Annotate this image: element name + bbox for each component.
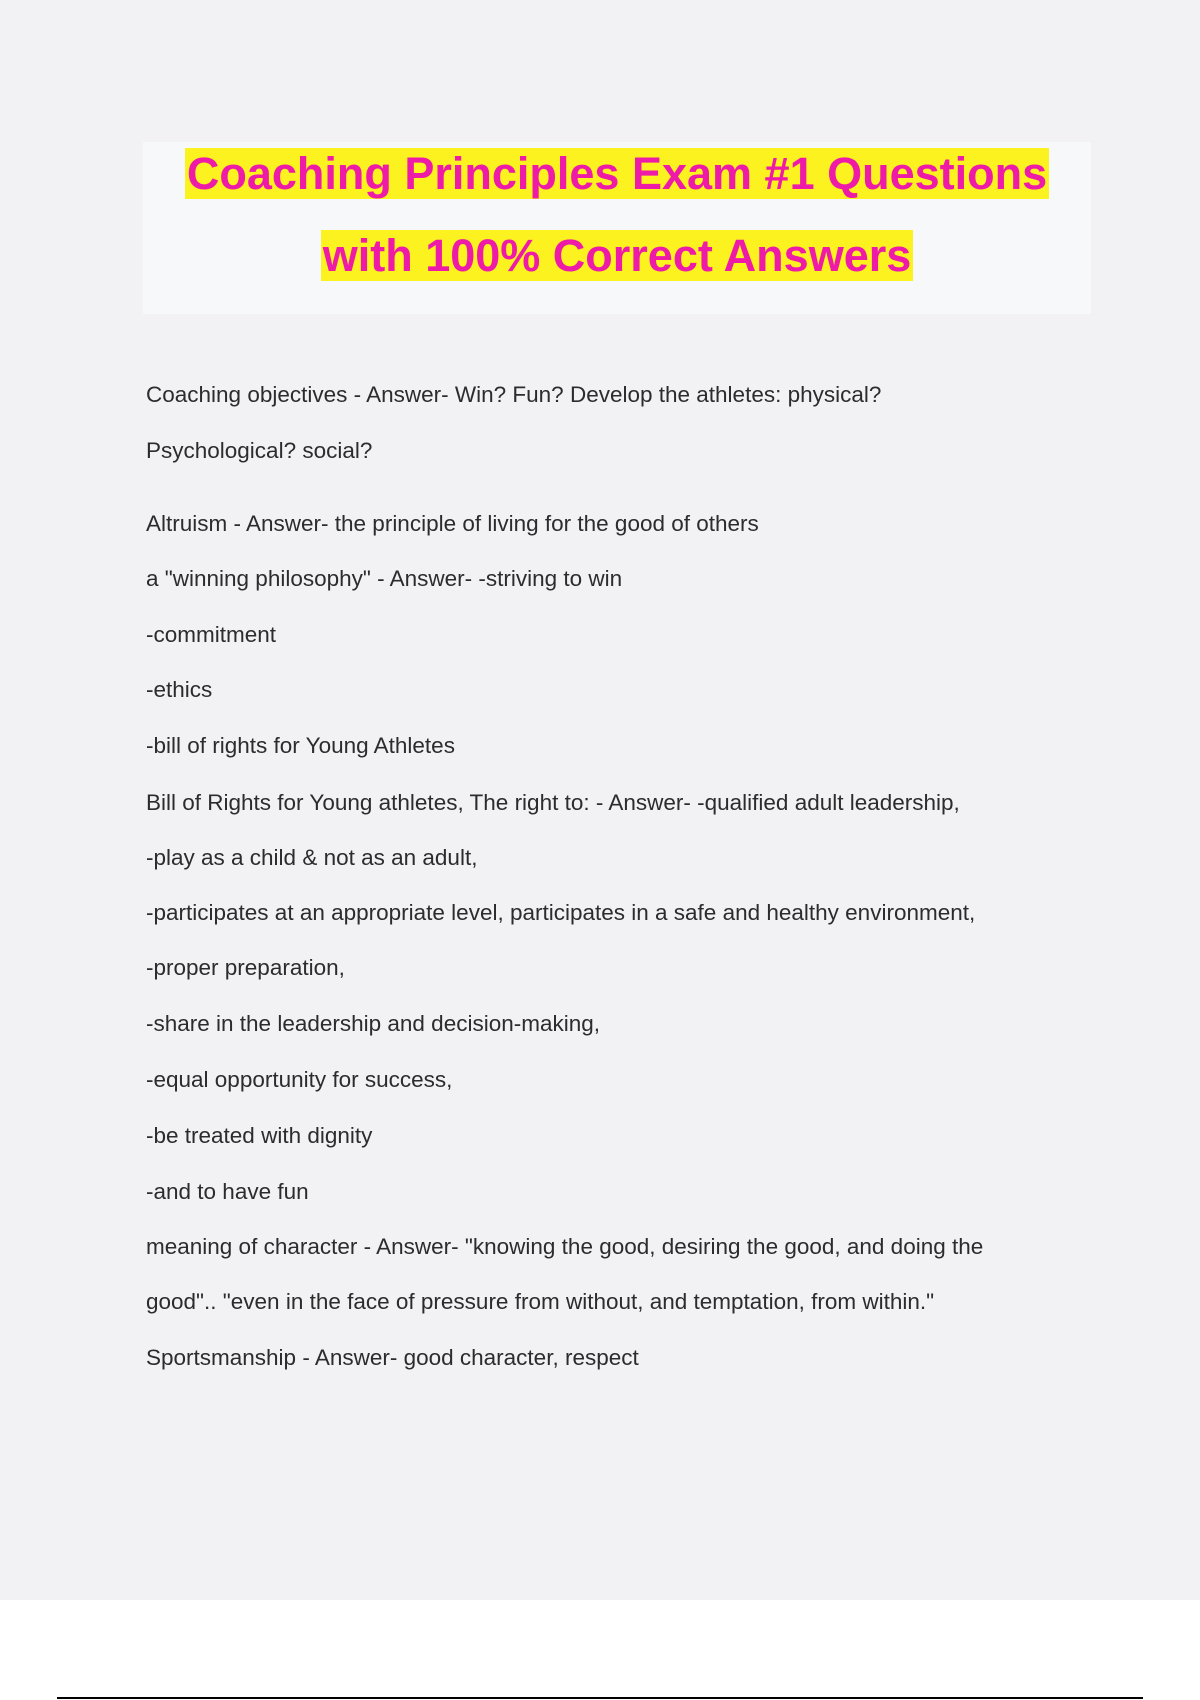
body-line: -equal opportunity for success, bbox=[146, 1067, 453, 1092]
title-line-2-text: with 100% Correct Answers bbox=[322, 230, 912, 281]
title-line-2 bbox=[143, 230, 1091, 282]
body-line: meaning of character - Answer- "knowing the good, desiring the good, and doing the bbox=[146, 1234, 984, 1259]
body-line: -proper preparation, bbox=[146, 955, 345, 980]
body-line: -commitment bbox=[146, 622, 277, 647]
body-line: -bill of rights for Young Athletes bbox=[146, 733, 455, 758]
body-line: -play as a child & not as an adult, bbox=[146, 845, 478, 870]
title-line-1 bbox=[143, 148, 1091, 200]
body-line: good".. "even in the face of pressure from without, and temptation, from within." bbox=[146, 1289, 935, 1314]
body-line: Psychological? social? bbox=[146, 438, 373, 463]
title-block bbox=[143, 142, 1091, 314]
body-line: Sportsmanship - Answer- good character, respect bbox=[146, 1345, 639, 1370]
footer-divider bbox=[57, 1697, 1143, 1699]
body-line: -be treated with dignity bbox=[146, 1123, 373, 1148]
body-line: -ethics bbox=[146, 677, 213, 702]
body-line: -participates at an appropriate level, participates in a safe and healthy environment, bbox=[146, 900, 976, 925]
title-line-1-text: Coaching Principles Exam #1 Questions bbox=[186, 148, 1048, 199]
body-line: a "winning philosophy" - Answer- -striving to win bbox=[146, 566, 623, 591]
body-line: Bill of Rights for Young athletes, The right to: - Answer- -qualified adult leadership, bbox=[146, 790, 960, 815]
body-line: Altruism - Answer- the principle of living for the good of others bbox=[146, 511, 759, 536]
body-line: Coaching objectives - Answer- Win? Fun? Develop the athletes: physical? bbox=[146, 382, 882, 407]
body-line: -share in the leadership and decision-making, bbox=[146, 1011, 601, 1036]
body-line: -and to have fun bbox=[146, 1179, 309, 1204]
